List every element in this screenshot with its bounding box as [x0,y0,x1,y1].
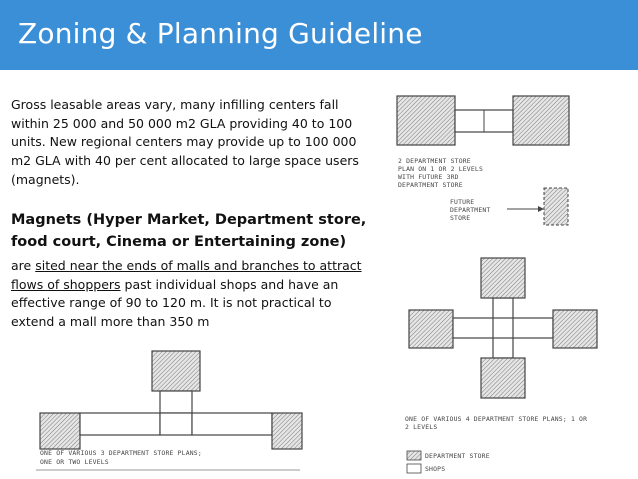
magnets-paragraph-underlined: sited near the ends of malls and branches to attract flows of shoppers [11,258,362,292]
department-store-west [409,310,453,348]
shops-stem [160,391,192,413]
legend-swatch-shops [407,464,421,473]
shops-east [513,318,553,338]
future-label-line: FUTURE [450,198,475,206]
svg-text:ONE OF VARIOUS 3 DEPARTMENT ST [40,449,202,466]
slide-title: Zoning & Planning Guideline [18,17,423,50]
legend-swatch-department-store [407,451,421,460]
department-store-north [481,258,525,298]
three-department-store-plan [36,351,302,470]
svg-text:ONE OF VARIOUS 4 DEPARTMENT ST [405,415,587,431]
shops-south [493,338,513,358]
shops-left [80,413,160,435]
legend-label-department-store: DEPARTMENT STORE [425,452,490,460]
title-bar [0,0,638,70]
four-department-store-plan [405,258,597,473]
caption-line: DEPARTMENT STORE [398,181,463,189]
future-label-line: DEPARTMENT [450,206,491,214]
shops-north [493,298,513,318]
future-label-line: STORE [450,214,471,222]
legend-label-shops: SHOPS [425,465,446,473]
magnets-paragraph-suffix: past individual shops and have an effective range of 90 to 120 m. It is not practical to extend a mall more than 350 m [11,276,339,330]
caption-line: ONE OF VARIOUS 3 DEPARTMENT STORE PLANS; [40,449,202,457]
caption-line: WITH FUTURE 3RD [398,173,459,181]
department-store-left [397,96,455,145]
two-department-store-plan [397,96,569,225]
shops-west [453,318,493,338]
caption-line: 2 LEVELS [405,423,438,431]
arrow-head [538,206,544,212]
department-store-east [553,310,597,348]
mall-shops [455,110,513,132]
gla-paragraph: Gross leasable areas vary, many infilling centers fall within 25 000 and 50 000 m2 GLA providing 40 to 100 units. New regional centers may provide up to 100 000 m2 GLA with 40 per cent allocated to large space users (magnets). [11,97,359,187]
svg-text:2 DEPARTMENT STOREPLAN ON 1 OR [398,157,483,189]
caption-line: ONE OR TWO LEVELS [40,458,109,466]
shops-right [192,413,272,435]
caption-line: PLAN ON 1 OR 2 LEVELS [398,165,483,173]
department-store-right [272,413,302,449]
future-department-store [544,188,568,225]
magnets-paragraph [11,257,371,332]
caption-line: ONE OF VARIOUS 4 DEPARTMENT STORE PLANS; 1 OR [405,415,588,423]
magnets-heading: Magnets (Hyper Market, Department store, food court, Cinema or Entertaining zone) [11,212,367,250]
magnets-paragraph-prefix: are [11,258,36,273]
department-store-top [152,351,200,391]
department-store-right [513,96,569,145]
caption-line: 2 DEPARTMENT STORE [398,157,471,165]
svg-text:FUTUREDEPARTMENTSTORE [450,198,490,222]
department-store-south [481,358,525,398]
department-store-left [40,413,80,449]
shops-center [160,413,192,435]
